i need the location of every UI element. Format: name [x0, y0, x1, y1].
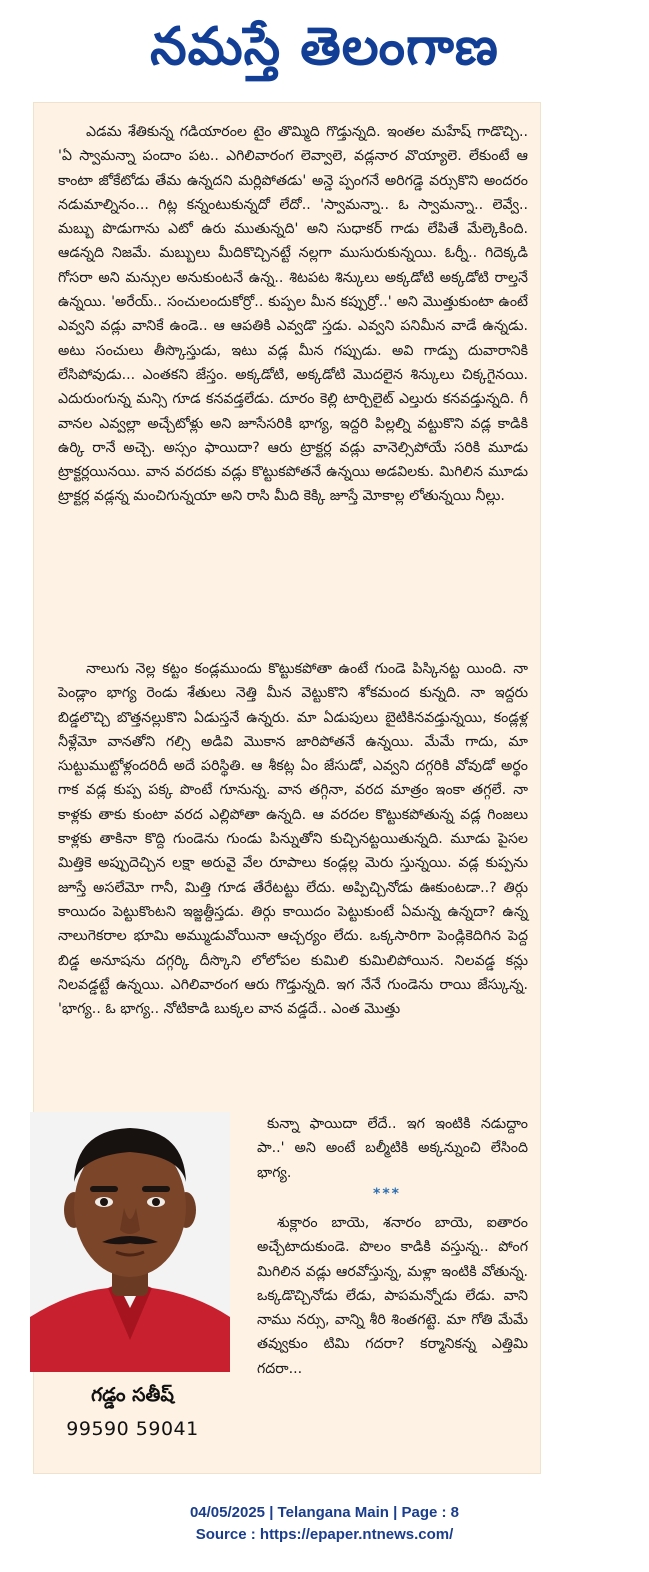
edition-info: 04/05/2025 | Telangana Main | Page : 8 [189, 1504, 460, 1521]
article-paragraph-3: కున్నా ఫాయిదా లేదే.. ఇగ ఇంటికి నడుద్దాం పా..' అని అంటే బల్మీటికి అక్కన్నుంచి లేసింది భాగ్య. [257, 1116, 528, 1181]
section-separator: *** [373, 1186, 401, 1202]
article-paragraph-1: ఎడమ శేతికున్న గడియారంల టైం తొమ్మిది గొడ్తున్నది. ఇంతల మహేష్ గాడొచ్చి.. 'ఏ స్వామన్నా పందాం పట.. ఎగిలివారంగ లెవ్వాలె, వడ్లనార వొయ్యాలె. లేకుంటే ఆ కాంటా జోకేటోడు తేమ ఉన్నదని మర్లిపోతడు' అన్డె ప్పంగనే అరిగడ్డె వర్సుకొని అందరం నడుమాల్నినం... గిట్ల కన్నంటుకున్నదో లేదో.. 'స్వామన్నా.. ఓ స్వామన్నా.. లెవ్వే.. మబ్బు పొడుగాను ఎటో ఉరు ముతున్నది' అని సుధాకర్ గాడు లేపితే మేల్కెకింది. ఆడన్నది నిజమే. మబ్బులు మీదికొచ్చినట్టే నల్లగా ముసురుకున్నయి. ఓర్నీ.. గిదెక్కడి గోసరా అని మన్సుల అనుకుంటనే ఉన్న.. శిటపట శిన్కులు అక్కడోటి అక్కడోటి రాల్తనే ఉన్నయి. 'అరేయ్.. సంచులందుకోర్రో.. కుప్పల మీన కప్పుర్రో..' అని మొత్తుకుంటా ఉంటే ఎవ్వని వడ్లు వానికే ఉండె.. ఆ ఆపతికి ఎవ్వడొ స్తడు. ఎవ్వని పనిమీన వాడే ఉన్నడు. అటు సంచులు తీస్కొస్తుడు, ఇటు వడ్ల మీన గప్పుడు. అవి గాడ్పు దువారానికి లేసిపోవుడు... ఎంతకని జేస్తం. అక్కడోటి, అక్కడోటి మొదలైన శిన్కులు చిక్కగైనయి. ఎదురుంగున్న మన్సి గూడ కనవడ్తలేడు. దూరం కెల్లి టార్చిలైట్ ఎల్తురు కనవడ్తున్నది. గీ వానల ఎవ్వల్లా అచ్చేటోళ్లు అని జూసేసరికి భాగ్య, ఇద్దరి పిల్లల్ని వట్టుకొని వడ్ల కాడికి ఉర్కి రానే అచ్చె. అస్సం ఫాయిదా? ఆరు ట్రాక్టర్ల వడ్లు వానెల్సిపోయే సరికి మూడు ట్రాక్టర్లయినయి. వాన వరదకు వడ్లు కొట్టుకపోతనే ఉన్నయి అడవిలకు. మిగిలిన మూడు ట్రాక్టర్ల వడ్లన్న మంచిగున్నయా అని రాసి మీది కెక్కి జూస్తే మోకాల్ల లోతున్నయి నీల్లు. [58, 124, 528, 505]
author-photo [30, 1112, 230, 1372]
source-link[interactable]: Source : https://epaper.ntnews.com/ [195, 1526, 454, 1543]
article-paragraph-2: నాలుగు నెల్ల కట్టం కండ్లముందు కొట్టుకపోతా ఉంటే గుండె పిస్కినట్ట యింది. నా పెండ్లాం భాగ్య రెండు శేతులు నెత్తి మీన వెట్టుకొని శోకమంద కున్నది. నా ఇద్దరు బిడ్డలొచ్చి బొత్తనల్లుకొని ఏడుస్తనే ఉన్నరు. మా ఏడుపులు బైటికినవడ్తున్నయి, కండ్లళ్ల నీళ్లేమో వానతోని గల్సి అడివి మొకాన జారిపోతనే ఉన్నయి. మేమే గాదు, మా సుట్టుముట్టోళ్లందరిదీ అదే పరిస్థితి. ఆ శీకట్ల ఏం జేసుడో, ఎవ్వని దగ్గరికి వోవుడో అర్థం గాక వడ్ల కుప్ప పక్క పొంటే గూనున్న. వాన తగ్గినా, వరద మాత్రం ఇంకా తగ్గలే. నా కాళ్లకు తాకు కుంటా వరద ఎల్లిపోతా ఉన్నది. ఆ వరదల కొట్టుకపోతున్న వడ్ల గింజలు కాళ్లకు తాకినా కొద్ది గుండెను గుండు పిన్నుతోని కుచ్చినట్టయితున్నది. మూడు పైసల మిత్తికె అప్పుదెచ్చిన లక్షా అరువై వేల రూపాలు కండ్లల్ల మెరు స్తున్నయి. వడ్ల కుప్పను జూస్తే అసలేమో గానీ, మిత్తి గూడ తేరేటట్టు లేదు. అప్పిచ్చినోడు ఊకుంటడా..? తిర్గు కాయిదం పెట్టుకొంటని ఇజ్జత్దీస్తడు. తిర్గు కాయిదం పెట్టుకుంటే ఏమన్న ఉన్నదా? ఉన్న నాలుగెకరాల భూమి అమ్ముడువోయినా ఆచ్చర్యం లేదు. ఒక్కసారిగా పెండ్లికెదిగిన పెద్ద బిడ్డ అనూషను దగ్గర్కి దీస్కొని లోలోపల కుమిలి కుమిలిపోయిన. నిలవడ్డ కన్లు నిలవడ్డట్టే ఉన్నయి. ఎగిలివారంగ ఆరు గొడ్తున్నది. ఇగ నేనే గుండెను రాయి జేస్కున్న. 'భాగ్య.. ఓ భాగ్య.. నోటికాడి బుక్కల వాన వడ్డదే.. ఎంత మొత్తు [58, 661, 528, 1018]
author-name: గడ్డం సతీష్ [91, 1384, 174, 1406]
author-phone: 99590 59041 [66, 1418, 199, 1440]
newspaper-masthead: నమస్తే తెలంగాణ [150, 17, 499, 77]
article-paragraph-4: శుక్లారం బాయె, శనారం బాయె, ఐతారం అచ్చేటాదుకుండె. పొలం కాడికి వస్తున్న.. పోంగ మిగిలిన వడ్లు ఆరవోస్తున్న, మళ్లా ఇంటికి వోతున్న. ఒక్కడొచ్చినోడు లేడు, పాపమన్నోడు లేడు. వాని నాము నర్సు, వాన్ని శీరి శింతగట్టె. మా గోతి మేమే తవ్వుకుం టిమి గదరా? కర్మానికన్న ఎత్తిమి గదరా... [257, 1215, 528, 1377]
author-portrait-image [30, 1112, 230, 1372]
